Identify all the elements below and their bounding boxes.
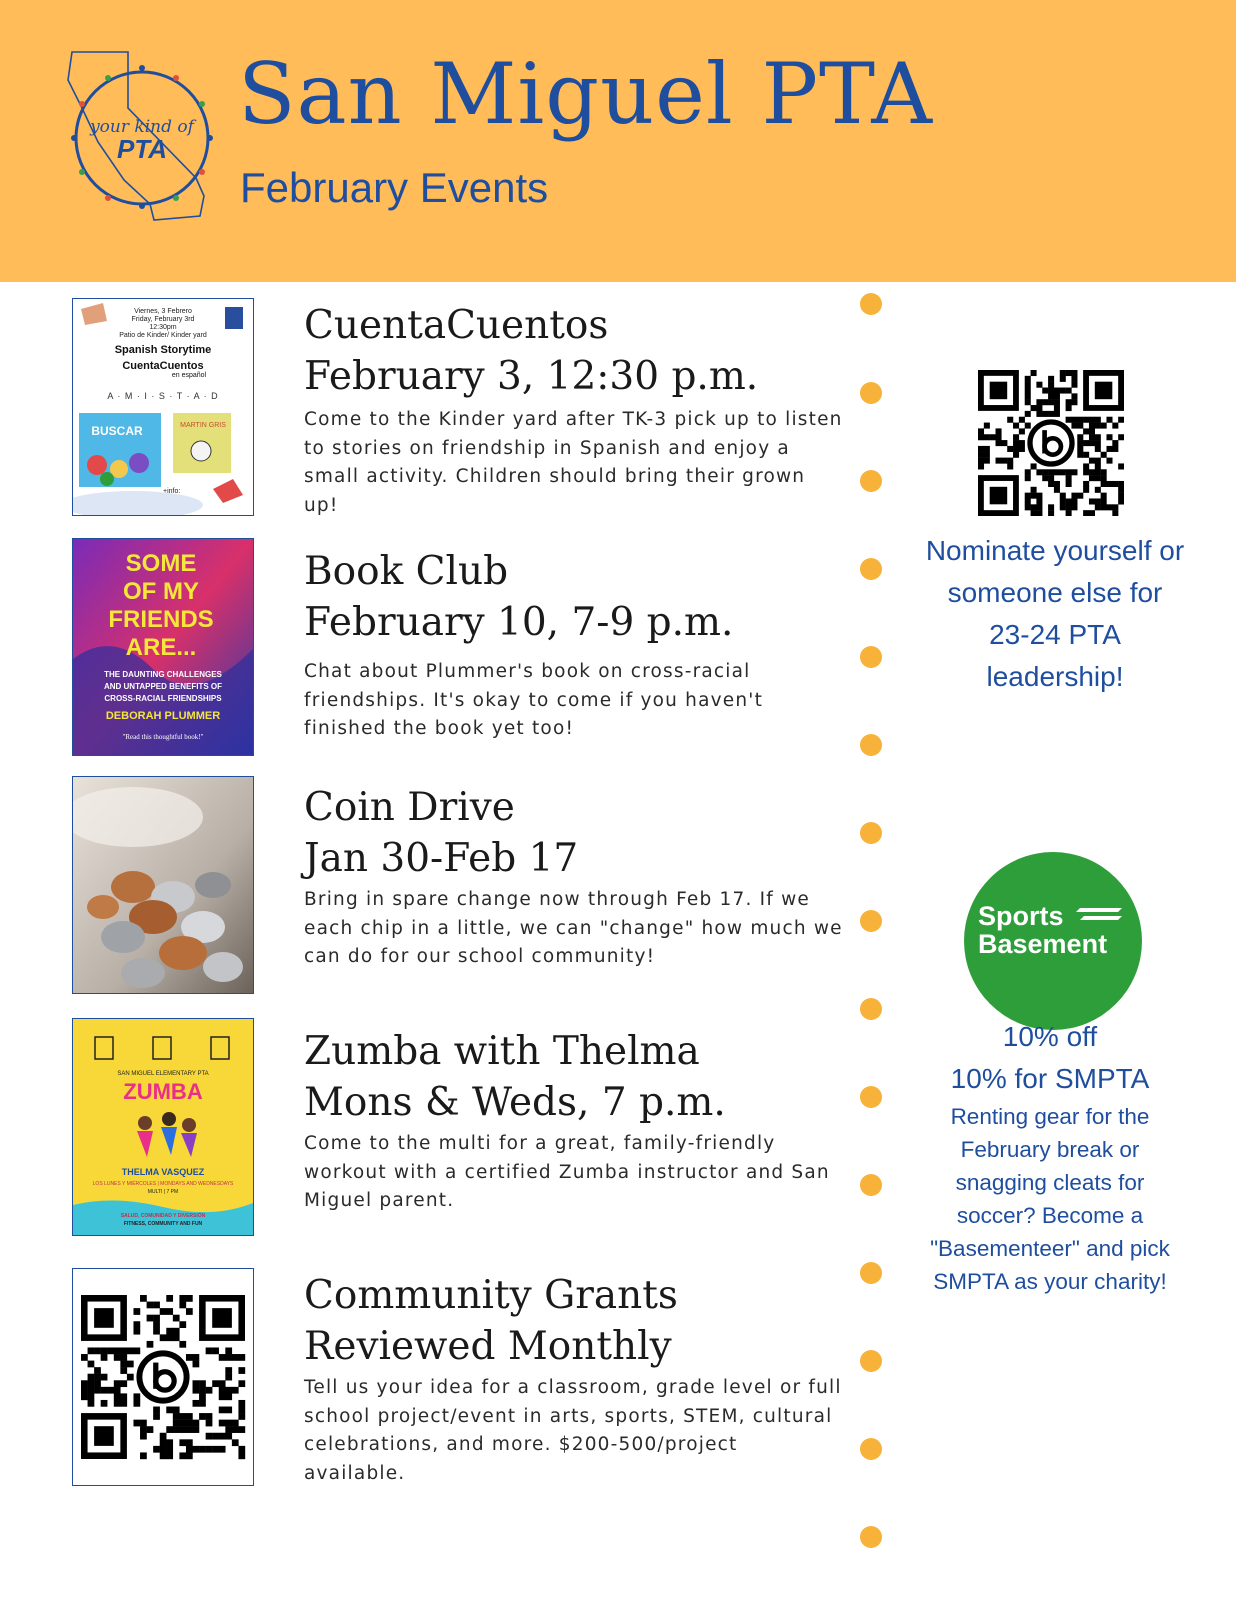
event-description: Chat about Plummer's book on cross-racial friendships. It's okay to come if you haven't finished the book yet too!	[304, 661, 764, 739]
nomination-line: someone else for	[947, 577, 1163, 608]
nomination-line: 23-24 PTA	[989, 619, 1121, 650]
sports-basement-body	[890, 1100, 1210, 1298]
sports-basement-logo-line1: Sports	[978, 901, 1064, 931]
storytime-title-es: CuentaCuentos	[122, 360, 204, 372]
storytime-date-es: Viernes, 3 Febrero	[134, 308, 192, 315]
pta-california-logo	[58, 46, 228, 226]
timeline-dot	[860, 558, 882, 580]
offer-line: 10% for SMPTA	[950, 1063, 1150, 1094]
timeline-dot	[860, 734, 882, 756]
storytime-book1-title: BUSCAR	[91, 424, 143, 438]
coin-jar-photo	[72, 776, 254, 994]
event-description: Come to the multi for a great, family-friendly workout with a certified Zumba instructor and San Miguel parent.	[304, 1133, 830, 1211]
book-title-line2: OF MY	[123, 578, 199, 605]
event-title: Community Grants	[304, 1273, 678, 1318]
event-title: Coin Drive	[304, 785, 515, 830]
storytime-more-info: +info:	[163, 488, 181, 495]
offer-line: 10% off	[1002, 1021, 1098, 1052]
body-line: snagging cleats for	[955, 1170, 1145, 1195]
timeline-dot	[860, 1438, 882, 1460]
nomination-qr-code[interactable]	[978, 370, 1124, 516]
zumba-place: MULTI | 7 PM	[147, 1189, 179, 1195]
body-line: Renting gear for the	[950, 1104, 1150, 1129]
zumba-org: SAN MIGUEL ELEMENTARY PTA	[117, 1071, 209, 1077]
timeline-dot	[860, 470, 882, 492]
body-line: SMPTA as your charity!	[933, 1269, 1167, 1294]
storytime-book2-title: MARTIN GRIS	[180, 422, 226, 429]
timeline-dot	[860, 1526, 882, 1548]
storytime-subtitle-es: en español	[171, 372, 207, 379]
body-line: "Basementeer" and pick	[930, 1236, 1170, 1261]
event-date: February 3, 12:30 p.m.	[304, 354, 759, 399]
sports-basement-offer	[900, 1016, 1200, 1100]
grants-qr-code[interactable]	[72, 1268, 254, 1486]
sports-basement-logo-line2: Basement	[978, 929, 1108, 959]
timeline-dot	[860, 1174, 882, 1196]
event-subtitle: Reviewed Monthly	[304, 1324, 672, 1369]
logo-text-line2: PTA	[116, 134, 168, 164]
timeline-dot	[860, 998, 882, 1020]
event-zumba	[304, 1026, 844, 1216]
event-title: Book Club	[304, 549, 509, 594]
header-banner	[0, 0, 1236, 282]
timeline-dot	[860, 1262, 882, 1284]
timeline-dot	[860, 293, 882, 315]
timeline-dot	[860, 822, 882, 844]
event-book-club	[304, 546, 844, 744]
timeline-dot	[860, 1086, 882, 1108]
book-subtitle-line3: CROSS-RACIAL FRIENDSHIPS	[104, 694, 222, 703]
sports-basement-logo	[964, 852, 1142, 1030]
zumba-tag-es: SALUD, COMUNIDAD Y DIVERSIÓN	[120, 1213, 206, 1219]
zumba-days: LOS LUNES Y MIÉRCOLES | MONDAYS AND WEDNESDAYS	[92, 1181, 234, 1187]
storytime-date-en: Friday, February 3rd	[131, 316, 195, 323]
zumba-flyer-image	[72, 1018, 254, 1236]
nomination-line: leadership!	[986, 661, 1124, 692]
storytime-title-en: Spanish Storytime	[114, 344, 212, 356]
event-description: Tell us your idea for a classroom, grade level or full school project/event in arts, sports, STEM, cultural celebrations, and more. $200-500/project available.	[304, 1377, 842, 1484]
speed-lines-icon	[1076, 904, 1126, 926]
timeline-dot	[860, 646, 882, 668]
page-subtitle: February Events	[240, 164, 549, 211]
storytime-time: 12:30pm	[149, 324, 177, 331]
book-title-line1: SOME	[125, 550, 197, 577]
event-cuentacuentos	[304, 300, 844, 520]
event-description: Bring in spare change now through Feb 17. If we each chip in a little, we can "change" how much we can do for our school community!	[304, 889, 843, 967]
storytime-place: Patio de Kinder/ Kinder yard	[119, 332, 207, 339]
book-title-line4: ARE...	[125, 634, 197, 661]
nomination-text	[890, 530, 1220, 698]
zumba-title: ZUMBA	[123, 1079, 203, 1104]
event-description: Come to the Kinder yard after TK-3 pick up to listen to stories on friendship in Spanish and enjoy a small activity. Children should bring their grown up!	[304, 409, 843, 516]
event-title: Zumba with Thelma	[304, 1029, 700, 1074]
page-title: San Miguel PTA	[238, 45, 934, 143]
book-title-line3: FRIENDS	[108, 606, 214, 633]
storytime-word: A · M · I · S · T · A · D	[107, 391, 219, 401]
book-subtitle-line1: THE DAUNTING CHALLENGES	[104, 670, 222, 679]
nomination-line: Nominate yourself or	[925, 535, 1185, 566]
event-date: February 10, 7-9 p.m.	[304, 600, 734, 645]
storytime-flyer-image	[72, 298, 254, 516]
body-line: soccer? Become a	[956, 1203, 1144, 1228]
event-date: Jan 30-Feb 17	[304, 836, 579, 881]
event-title: CuentaCuentos	[304, 303, 609, 348]
body-line: February break or	[960, 1137, 1140, 1162]
book-subtitle-line2: AND UNTAPPED BENEFITS OF	[103, 682, 223, 691]
zumba-instructor: THELMA VASQUEZ	[121, 1167, 205, 1177]
event-date: Mons & Weds, 7 p.m.	[304, 1080, 726, 1125]
timeline-dot	[860, 1350, 882, 1372]
timeline-dot	[860, 382, 882, 404]
timeline-dot	[860, 910, 882, 932]
zumba-tag-en: FITNESS, COMMUNITY AND FUN	[123, 1221, 203, 1227]
book-cover-image	[72, 538, 254, 756]
logo-text-line1: your kind of	[90, 117, 194, 137]
book-blurb: "Read this thoughtful book!"	[122, 733, 204, 741]
event-coin-drive	[304, 782, 844, 972]
event-community-grants	[304, 1270, 844, 1488]
book-author: DEBORAH PLUMMER	[105, 710, 221, 722]
